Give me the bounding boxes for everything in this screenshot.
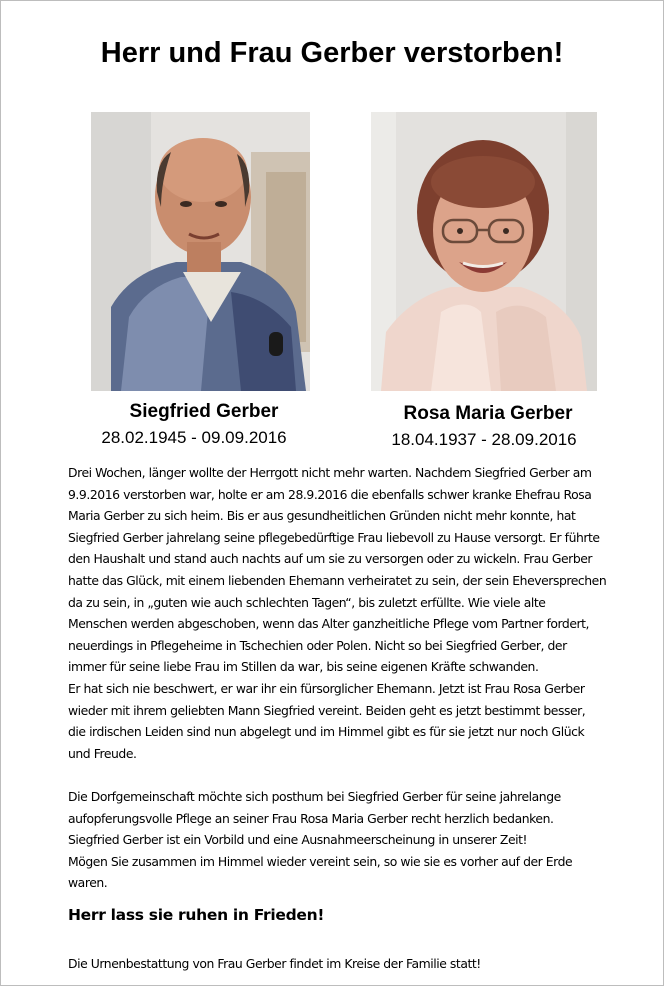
burial-notice: Die Urnenbestattung von Frau Gerber findet im Kreise der Familie statt! — [68, 956, 481, 971]
text-line: neuerdings in Pflegeheime in Tschechien oder Polen. Nicht so bei Siegfried Gerber, der — [68, 637, 567, 653]
person-dates-siegfried: 28.02.1945 - 09.09.2016 — [101, 428, 287, 447]
text-line: und Freude. — [68, 745, 137, 761]
person-dates-rosa: 18.04.1937 - 28.09.2016 — [391, 430, 577, 449]
person-name-siegfried: Siegfried Gerber — [129, 401, 279, 422]
text-line: immer für seine liebe Frau im Stillen da war, bis seine eigenen Kräfte schwanden. — [68, 659, 539, 675]
text-line: wieder mit ihrem geliebten Mann Siegfried vereint. Beiden geht es jetzt bestimmt besser, — [68, 702, 586, 718]
page-title: Herr und Frau Gerber verstorben! — [100, 37, 564, 69]
text-line: Er hat sich nie beschwert, er war ihr ein fürsorglicher Ehemann. Jetzt ist Frau Rosa Gerber — [68, 680, 585, 696]
closing-prayer: Herr lass sie ruhen in Frieden! — [68, 906, 325, 924]
text-line: Drei Wochen, länger wollte der Herrgott nicht mehr warten. Nachdem Siegfried Gerber am — [68, 465, 592, 480]
obituary-body — [68, 462, 648, 894]
portrait-rosa-maria-gerber — [371, 112, 597, 391]
text-line: Siegfried Gerber ist ein Vorbild und eine Ausnahmeerscheinung in unserer Zeit! — [68, 832, 528, 848]
text-line: die irdischen Leiden sind nun abgelegt und im Himmel gibt es für sie jetzt nur noch Glück — [68, 724, 585, 740]
text-line: Mögen Sie zusammen im Himmel wieder vereint sein, so wie sie es vorher auf der Erde — [68, 853, 573, 869]
text-line: den Haushalt und stand auch nachts auf um sie zu versorgen oder zu wickeln. Frau Gerber — [68, 551, 593, 567]
person-name-rosa: Rosa Maria Gerber — [403, 403, 573, 424]
text-line: Die Dorfgemeinschaft möchte sich posthum bei Siegfried Gerber für seine jahrelange — [68, 788, 561, 804]
text-line: Menschen werden abgeschoben, wenn das Alter ganzheitliche Pflege vom Partner fordert, — [68, 616, 590, 632]
text-line: hatte das Glück, mit einem liebenden Ehemann verheiratet zu sein, der sein Eheversprechen — [68, 572, 607, 588]
paragraph-thanks — [68, 786, 648, 894]
text-line: waren. — [68, 875, 108, 891]
text-line: da zu sein, in „guten wie auch schlechten Tagen“, bis zuletzt erfüllte. Wie viele alte — [68, 594, 546, 610]
text-line: Maria Gerber zu sich heim. Bis er aus gesundheitlichen Gründen nicht mehr konnte, hat — [68, 508, 576, 524]
text-line: aufopferungsvolle Pflege an seiner Frau Rosa Maria Gerber recht herzlich bedanken. — [68, 810, 554, 826]
paragraph-tribute — [68, 462, 648, 764]
portrait-siegfried-gerber — [91, 112, 310, 391]
text-line: 9.9.2016 verstorben war, holte er am 28.9.2016 die ebenfalls schwer kranke Ehefrau Rosa — [68, 486, 592, 502]
text-line: Siegfried Gerber jahrelang seine pflegebedürftige Frau liebevoll zu Hause versorgt. Er führte — [68, 529, 600, 545]
